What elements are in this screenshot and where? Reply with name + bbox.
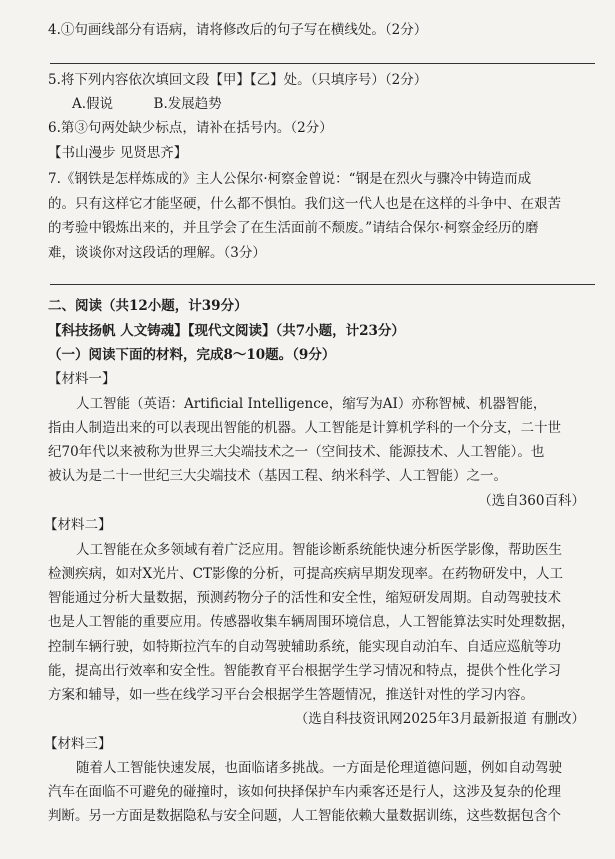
question-7-line: 7.《钢铁是怎样炼成的》主人公保尔·柯察金曾说：“钢是在烈火与骤冷中铸造而成 [48,171,532,187]
material-1-line: 指由人制造出来的可以表现出智能的机器。人工智能是计算机学科的一个分支，二十世 [48,420,561,436]
reading-subheading: 【科技扬帆 人文铸魂】【现代文阅读】（共7小题，计23分） [48,323,405,339]
material-2-label: 【材料二】 [44,517,112,533]
material-2-line: 能，提高出行效率和安全性。智能教育平台根据学生学习情况和特点，提供个性化学习 [48,663,561,679]
material-1-line: 被认为是二十一世纪三大尖端技术（基因工程、纳米科学、人工智能）之一。 [48,468,507,484]
material-1-source: （选自360百科） [478,493,585,509]
material-2-line: 人工智能在众多领域有着广泛应用。智能诊断系统能快速分析医学影像，帮助医生 [76,542,562,558]
question-5: 5.将下列内容依次填回文段【甲】【乙】处。（只填序号）（2分） [48,72,428,88]
material-1-line: 纪70年代以来被称为世界三大尖端技术之一（空间技术、能源技术、人工智能）。也 [48,444,545,460]
question-5-options: A.假说 B.发展趋势 [72,96,222,112]
reading-heading: 二、阅读（共12小题，计39分） [48,298,248,314]
material-1-label: 【材料一】 [48,371,116,387]
question-6: 6.第③句两处缺少标点，请补在括号内。（2分） [48,120,333,136]
question-7-line: 的考验中锻炼出来的，并且学会了在生活面前不颓废。”请结合保尔·柯察金经历的磨 [48,220,539,236]
material-2-line: 控制车辆行驶，如特斯拉汽车的自动驾驶辅助系统，能实现自动泊车、自适应巡航等功 [48,639,561,655]
material-2-line: 智能通过分析大量数据，预测药物分子的活性和安全性，缩短研发周期。自动驾驶技术 [48,590,561,606]
question-4: 4.①句画线部分有语病，请将修改后的句子写在横线处。（2分） [48,22,428,38]
material-2-line: 检测疾病，如对X光片、CT影像的分析，可提高疾病早期发现率。在药物研发中，人工 [48,566,563,582]
material-1-line: 人工智能（英语：Artificial Intelligence，缩写为AI）亦称智械、机器智能， [76,396,547,412]
material-2-line: 方案和辅导，如一些在线学习平台会根据学生答题情况，推送针对性的学习内容。 [48,687,534,703]
reading-part-1: （一）阅读下面的材料，完成8～10题。（9分） [48,347,336,363]
material-2-source: （选自科技资讯网2025年3月最新报道 有删改） [294,711,585,727]
question-7-line: 难，谈谈你对这段话的理解。（3分） [48,245,266,261]
section-books-heading: 【书山漫步 见贤思齐】 [48,145,188,161]
material-2-line: 也是人工智能的重要应用。传感器收集车辆周围环境信息，人工智能算法实时处理数据， [48,614,575,630]
answer-line-q4 [50,63,595,64]
material-3-line: 随着人工智能快速发展，也面临诸多挑战。一方面是伦理道德问题，例如自动驾驶 [76,760,562,776]
answer-line-q7 [50,284,595,285]
material-3-line: 判断。另一方面是数据隐私与安全问题，人工智能依赖大量数据训练，这些数据包含个 [48,808,561,824]
material-3-label: 【材料三】 [44,736,112,752]
question-7-line: 的。只有这样它才能坚硬，什么都不惧怕。我们这一代人也是在这样的斗争中、在艰苦 [48,196,561,212]
material-3-line: 汽车在面临不可避免的碰撞时，该如何抉择保护车内乘客还是行人，这涉及复杂的伦理 [48,784,561,800]
